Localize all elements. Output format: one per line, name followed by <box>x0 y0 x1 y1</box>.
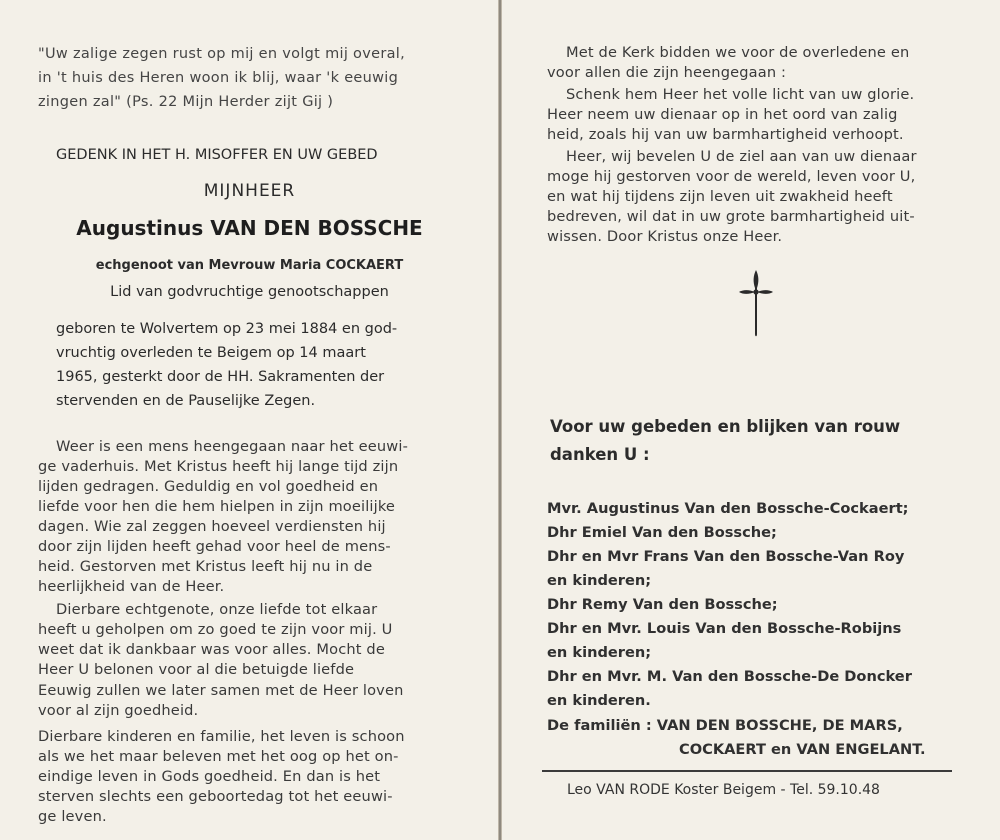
text-line: bedreven, wil dat in uw grote barmhartigheid uit- <box>547 208 915 225</box>
thanks-line: Voor uw gebeden en blijken van rouw <box>550 417 901 436</box>
family-member: en kinderen; <box>547 572 652 589</box>
family-member: Dhr en Mvr. Louis Van den Bossche-Robijns <box>547 620 902 637</box>
family-member: Mvr. Augustinus Van den Bossche-Cockaert; <box>547 500 909 517</box>
text-line: heeft u geholpen om zo goed te zijn voor mij. U <box>38 621 393 638</box>
family-member: Dhr en Mvr Frans Van den Bossche-Van Roy <box>547 548 905 565</box>
birth-line: 1965, gesterkt door de HH. Sakramenten der <box>56 369 385 385</box>
family-member: Dhr Remy Van den Bossche; <box>547 596 778 613</box>
thanks-line: danken U : <box>550 445 650 464</box>
text-line: ge leven. <box>38 808 107 825</box>
text-line: Eeuwig zullen we later samen met de Heer loven <box>38 682 404 699</box>
text-line: wissen. Door Kristus onze Heer. <box>547 228 783 245</box>
spouse-line: echgenoot van Mevrouw Maria COCKAERT <box>95 258 404 273</box>
text-line: Heer neem uw dienaar op in het oord van zalig <box>547 106 898 123</box>
family-member: en kinderen; <box>547 644 652 661</box>
families-line: COCKAERT en VAN ENGELANT. <box>679 741 926 758</box>
text-line: dagen. Wie zal zeggen hoeveel verdiensten hij <box>38 518 386 535</box>
honorific: MIJNHEER <box>203 181 296 201</box>
text-line: Dierbare echtgenote, onze liefde tot elkaar <box>56 601 378 618</box>
printer-credit: Leo VAN RODE Koster Beigem - Tel. 59.10.48 <box>567 782 880 798</box>
text-line: voor allen die zijn heengegaan : <box>547 64 787 81</box>
family-member: en kinderen. <box>547 692 651 709</box>
text-line: moge hij gestorven voor de wereld, leven voor U, <box>547 168 916 185</box>
text-line: ge vaderhuis. Met Kristus heeft hij lange tijd zijn <box>38 458 399 475</box>
text-line: weet dat ik dankbaar was voor alles. Mocht de <box>38 641 385 658</box>
families-line: De familiën : VAN DEN BOSSCHE, DE MARS, <box>547 717 903 734</box>
cross-icon <box>738 268 774 340</box>
text-line: Met de Kerk bidden we voor de overledene en <box>566 44 910 61</box>
text-line: en wat hij tijdens zijn leven uit zwakheid heeft <box>547 188 893 205</box>
card-fold <box>499 0 501 840</box>
deceased-name: Augustinus VAN DEN BOSSCHE <box>76 216 423 240</box>
family-member: Dhr en Mvr. M. Van den Bossche-De Doncker <box>547 668 912 685</box>
text-line: Heer, wij bevelen U de ziel aan van uw dienaar <box>566 148 917 165</box>
text-line: Heer U belonen voor al die betuigde liefde <box>38 661 355 678</box>
text-line: heerlijkheid van de Heer. <box>38 578 225 595</box>
text-line: lijden gedragen. Geduldig en vol goedheid en <box>38 478 379 495</box>
text-line: Dierbare kinderen en familie, het leven is schoon <box>38 728 405 745</box>
birth-line: vruchtig overleden te Beigem op 14 maart <box>56 345 366 361</box>
text-line: liefde voor hen die hem hielpen in zijn moeilijke <box>38 498 396 515</box>
text-line: heid, zoals hij van uw barmhartigheid verhoopt. <box>547 126 904 143</box>
text-line: sterven slechts een geboortedag tot het eeuwi- <box>38 788 393 805</box>
birth-line: stervenden en de Pauselijke Zegen. <box>56 393 316 409</box>
text-line: door zijn lijden heeft gehad voor heel de mens- <box>38 538 391 555</box>
text-line: Schenk hem Heer het volle licht van uw glorie. <box>566 86 915 103</box>
text-line: heid. Gestorven met Kristus leeft hij nu in de <box>38 558 373 575</box>
membership-line: Lid van godvruchtige genootschappen <box>110 284 389 300</box>
text-line: als we het maar beleven met het oog op het on- <box>38 748 399 765</box>
text-line: voor al zijn goedheid. <box>38 702 199 719</box>
quote-line: "Uw zalige zegen rust op mij en volgt mij overal, <box>38 46 406 62</box>
divider <box>542 770 952 772</box>
remembrance-heading: GEDENK IN HET H. MISOFFER EN UW GEBED <box>56 147 378 163</box>
quote-line: in 't huis des Heren woon ik blij, waar 'k eeuwig <box>38 70 399 86</box>
quote-line: zingen zal" (Ps. 22 Mijn Herder zijt Gij ) <box>38 94 334 110</box>
text-line: Weer is een mens heengegaan naar het eeuwi- <box>56 438 409 455</box>
birth-line: geboren te Wolvertem op 23 mei 1884 en god- <box>56 321 398 337</box>
family-member: Dhr Emiel Van den Bossche; <box>547 524 777 541</box>
text-line: eindige leven in Gods goedheid. En dan is het <box>38 768 381 785</box>
